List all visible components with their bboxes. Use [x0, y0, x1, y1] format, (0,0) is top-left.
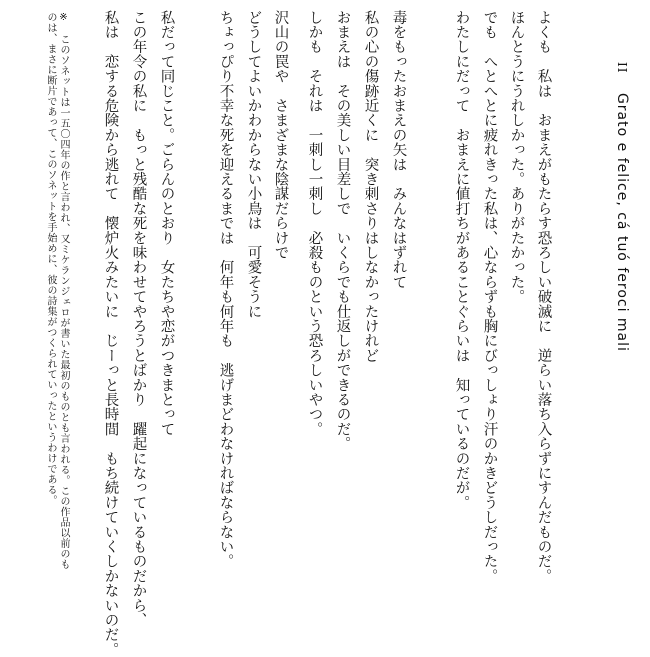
poem-title: Grato e felice, cá tuó feroci mali [614, 92, 630, 352]
poem-line: 沢山の罠や さまざまな陰謀だらけで [272, 10, 289, 260]
poem-line: わたしにだって おまえに値打ちがあることぐらいは 知っているのだが。 [453, 10, 470, 510]
poem-line: 私だって同じこと。ごらんのとおり 女たちや恋がつきまとって [158, 10, 175, 437]
poem-line: ほんとうにうれしかった。ありがたかった。 [508, 10, 525, 304]
poem-line: この年令の私に もっと残酷な死を味わせてやろうとばかり 躍起になっているものだから、 [130, 10, 147, 628]
poem-line: 私は 恋する危険から逃れて 懐炉火みたいに じーっと長時間 もち続けていくしかないのだ。 [102, 10, 119, 657]
poem-line: 私の心の傷跡近くに 突き刺さりはしなかったけれど [362, 10, 379, 363]
footnote-text: このソネットは一五〇四年の作と言われ、又ミケランジェロが書いた最初のものとも言われる。この作品以前のものは、まさに断片であって、このソネットを手始めに、彼の詩集がつくられていったというわけである。 [45, 12, 69, 570]
poem-line: しかも それは 一刺し一刺し 必殺ものという恐ろしいやつ。 [306, 10, 323, 437]
poem-line: でも へとへとに疲れきった私は、心ならずも胸にびっしょり汗のかきどうしだった。 [481, 10, 498, 584]
poem-line: 毒をもったおまえの矢は みんなはずれて [390, 10, 407, 290]
footnote [8, 12, 70, 572]
poem-line: よくも 私は おまえがもたらす恐ろしい破滅に 逆らい落ち入らずにすんだものだ。 [535, 10, 552, 584]
poem-line: ちょっぴり不幸な死を迎えるまでは 何年も何年も 逃げまどわなければならない。 [217, 10, 234, 569]
footnote-mark: ※ [58, 12, 69, 24]
poem-heading [615, 62, 629, 352]
poem-line: どうしてよいかわからない小鳥は 可愛そうに [245, 10, 262, 319]
poem-line: おまえは その美しい目差しで いくらでも仕返しができるのだ。 [334, 10, 351, 451]
poem-number: II [615, 62, 629, 74]
